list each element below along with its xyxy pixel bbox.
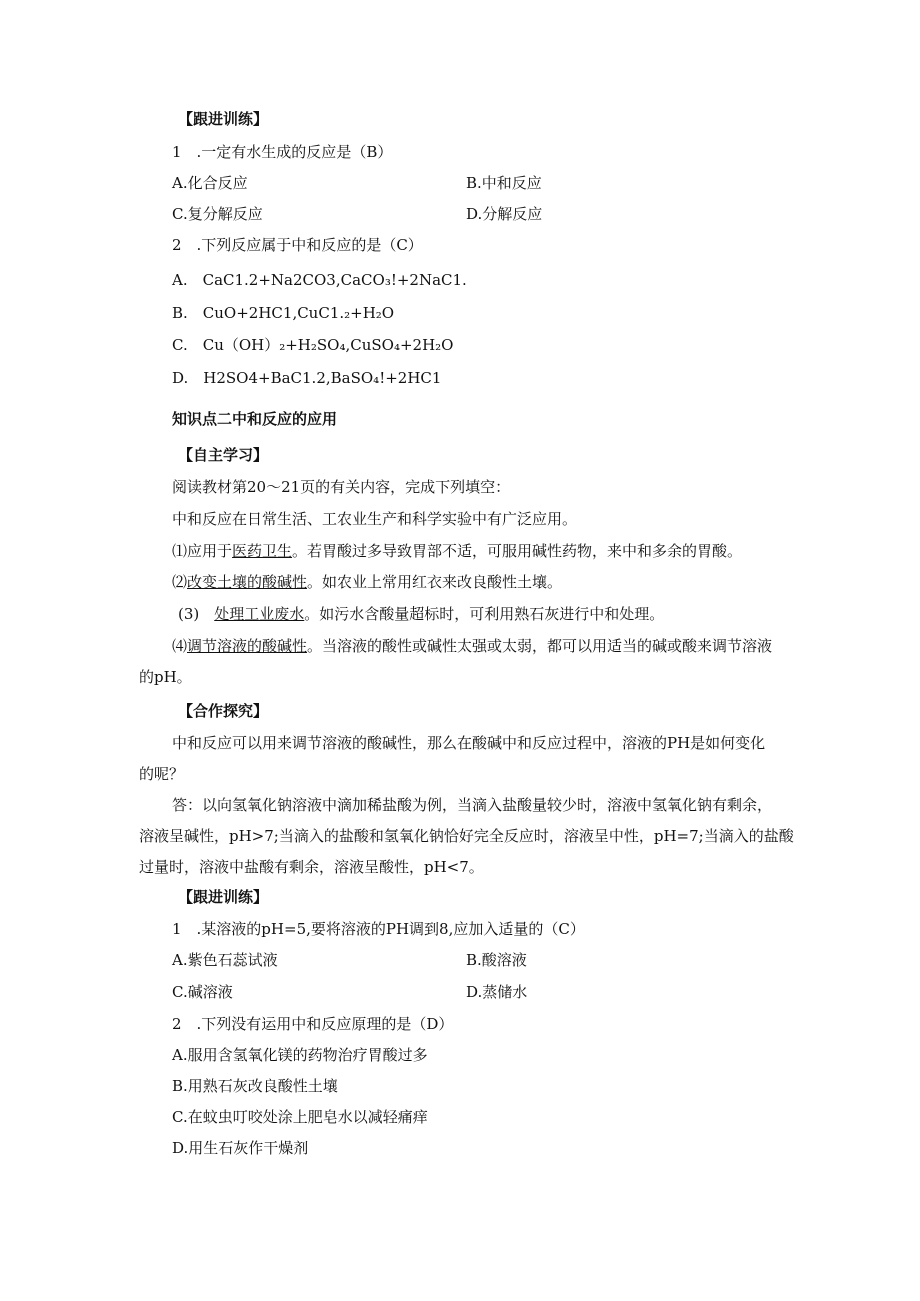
option-b: B.用熟石灰改良酸性土壤 bbox=[172, 1077, 338, 1095]
section-title-self-study: 【自主学习】 bbox=[178, 446, 269, 464]
question-1: 1 .一定有水生成的反应是（B） bbox=[172, 143, 393, 161]
application-item-4-cont: 的pH。 bbox=[139, 668, 192, 686]
option-c: C.复分解反应 bbox=[172, 205, 263, 223]
option-a: A. CaC1.2+Na2CO3,CaCO₃!+2NaC1. bbox=[172, 271, 467, 289]
option-b: B. CuO+2HC1,CuC1.₂+H₂O bbox=[172, 304, 395, 322]
knowledge-point-heading: 知识点二中和反应的应用 bbox=[172, 410, 338, 428]
question-2: 2 .下列反应属于中和反应的是（C） bbox=[172, 236, 423, 254]
paragraph: 阅读教材第20～21页的有关内容，完成下列填空： bbox=[172, 478, 511, 496]
option-d: D.用生石灰作干燥剂 bbox=[172, 1139, 309, 1157]
option-c: C.在蚊虫叮咬处涂上肥皂水以减轻痛痒 bbox=[172, 1108, 428, 1126]
fill-in-answer: 处理工业废水 bbox=[214, 605, 305, 623]
paragraph: 中和反应在日常生活、工农业生产和科学实验中有广泛应用。 bbox=[172, 510, 578, 528]
item-text: 。如污水含酸量超标时，可利用熟石灰进行中和处理。 bbox=[304, 605, 665, 623]
option-c: C. Cu（OH）₂+H₂SO₄,CuSO₄+2H₂O bbox=[172, 336, 454, 354]
option-b: B.中和反应 bbox=[466, 174, 542, 192]
option-a: A.紫色石蕊试液 bbox=[172, 951, 278, 969]
application-item-3 bbox=[178, 605, 664, 623]
question-2: 2 .下列没有运用中和反应原理的是（D） bbox=[172, 1015, 454, 1033]
inquiry-answer-cont: 溶液呈碱性，pH>7;当滴入的盐酸和氢氧化钠恰好完全反应时，溶液呈中性，pH=7;当滴入的盐酸 bbox=[139, 827, 794, 845]
item-text: 。当溶液的酸性或碱性太强或太弱，都可以用适当的碱或酸来调节溶液 bbox=[307, 637, 773, 655]
section-title-followup-1: 【跟进训练】 bbox=[178, 110, 269, 128]
option-c: C.碱溶液 bbox=[172, 983, 233, 1001]
item-text: 。若胃酸过多导致胃部不适，可服用碱性药物，来中和多余的胃酸。 bbox=[292, 542, 743, 560]
application-item-2 bbox=[172, 573, 562, 591]
section-title-cooperative: 【合作探究】 bbox=[178, 702, 269, 720]
item-text: 。如农业上常用红衣来改良酸性土壤。 bbox=[307, 573, 563, 591]
inquiry-question: 中和反应可以用来调节溶液的酸碱性，那么在酸碱中和反应过程中，溶液的PH是如何变化 bbox=[172, 734, 766, 752]
item-number: ⑵ bbox=[172, 573, 188, 591]
section-title-followup-2: 【跟进训练】 bbox=[178, 888, 269, 906]
fill-in-answer: 调节溶液的酸碱性 bbox=[187, 637, 308, 655]
option-d: D.蒸储水 bbox=[466, 983, 528, 1001]
item-number: ⑴应用于 bbox=[172, 542, 233, 560]
item-number: ⑷ bbox=[172, 637, 188, 655]
option-a: A.服用含氢氧化镁的药物治疗胃酸过多 bbox=[172, 1046, 428, 1064]
option-d: D.分解反应 bbox=[466, 205, 543, 223]
application-item-1 bbox=[172, 542, 742, 560]
option-a: A.化合反应 bbox=[172, 174, 248, 192]
application-item-4 bbox=[172, 637, 772, 655]
inquiry-question-cont: 的呢？ bbox=[139, 765, 185, 783]
item-number: (3) bbox=[178, 605, 215, 623]
inquiry-answer-cont: 过量时，溶液中盐酸有剩余，溶液呈酸性，pH<7。 bbox=[139, 858, 484, 876]
question-1: 1 .某溶液的pH=5,要将溶液的PH调到8,应加入适量的（C） bbox=[172, 920, 585, 938]
inquiry-answer: 答：以向氢氧化钠溶液中滴加稀盐酸为例，当滴入盐酸量较少时，溶液中氢氧化钠有剩余， bbox=[172, 796, 773, 814]
fill-in-answer: 改变土壤的酸碱性 bbox=[187, 573, 308, 591]
option-d: D. H2SO4+BaC1.2,BaSO₄!+2HC1 bbox=[172, 369, 442, 387]
option-b: B.酸溶液 bbox=[466, 951, 527, 969]
fill-in-answer: 医药卫生 bbox=[232, 542, 293, 560]
